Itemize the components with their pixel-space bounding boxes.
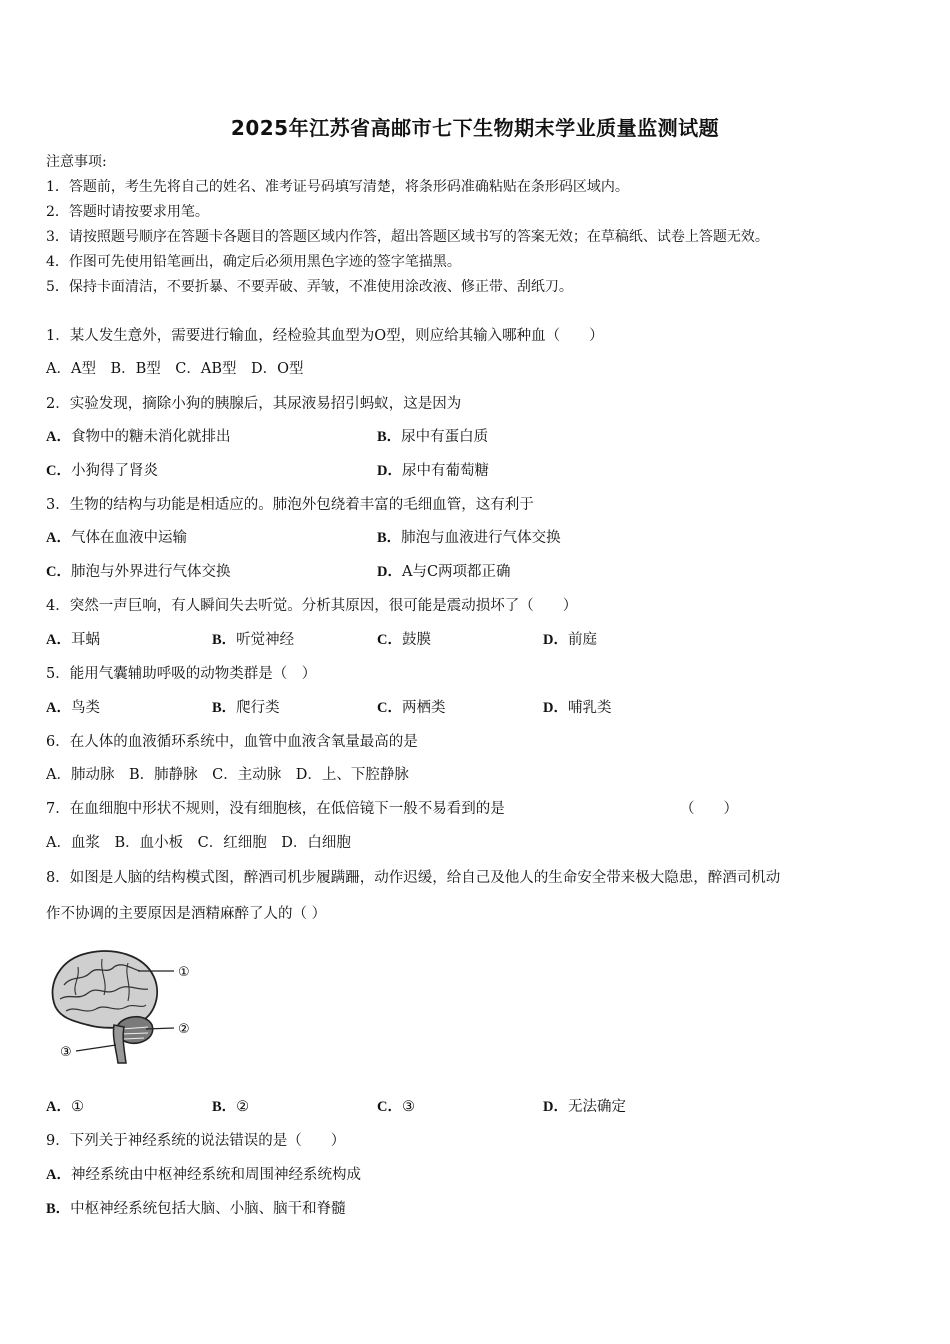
- option-label: D．: [377, 564, 402, 580]
- question-stem: 3．生物的结构与功能是相适应的。肺泡外包绕着丰富的毛细血管，这有利于: [46, 497, 534, 513]
- option-text: 尿中有葡萄糖: [401, 463, 489, 479]
- option-label: B．: [212, 1099, 237, 1115]
- option-text: 中枢神经系统包括大脑、小脑、脑干和脊髓: [70, 1201, 346, 1217]
- option-label: A．: [46, 1099, 71, 1115]
- question-options: A．血浆 B．血小板 C．红细胞 D．白细胞: [46, 835, 351, 851]
- option-label: A．: [46, 632, 71, 648]
- option-text: 耳蜗: [70, 632, 100, 648]
- option-c: [377, 1097, 415, 1117]
- option-label: A．: [46, 700, 71, 716]
- leader-line-3: [76, 1045, 116, 1051]
- option-label: C．: [377, 1099, 402, 1115]
- option-text: 神经系统由中枢神经系统和周围神经系统构成: [70, 1167, 361, 1183]
- option-text: 尿中有蛋白质: [401, 429, 489, 445]
- option-text: 食物中的糖未消化就排出: [70, 429, 231, 445]
- option-text: 气体在血液中运输: [70, 530, 187, 546]
- figure-label-2: ②: [178, 1022, 190, 1037]
- figure-label-3: ③: [60, 1045, 72, 1060]
- option-label: C．: [46, 463, 71, 479]
- option-c: [377, 630, 431, 650]
- option-text: 前庭: [567, 632, 597, 648]
- option-d: [377, 461, 489, 481]
- option-c: [377, 698, 445, 718]
- option-a: [46, 528, 187, 548]
- question-options: A．A型 B．B型 C．AB型 D．O型: [46, 361, 304, 377]
- option-label: D．: [377, 463, 402, 479]
- question-stem: 2．实验发现，摘除小狗的胰腺后，其尿液易招引蚂蚁，这是因为: [46, 396, 462, 412]
- page-title: 2025年江苏省高邮市七下生物期末学业质量监测试题: [230, 116, 720, 140]
- option-a: [46, 630, 100, 650]
- option-label: D．: [543, 632, 568, 648]
- option-a: [46, 1097, 84, 1117]
- option-label: B．: [377, 429, 402, 445]
- option-text: 鸟类: [70, 700, 100, 716]
- option-text: 听觉神经: [236, 632, 295, 648]
- option-d: [543, 630, 597, 650]
- option-a: [46, 698, 100, 718]
- option-text: A与C两项都正确: [401, 564, 511, 580]
- note-item: 1．答题前，考生先将自己的姓名、准考证号码填写清楚，将条形码准确粘贴在条形码区域内。: [46, 179, 629, 195]
- option-b: [212, 630, 294, 650]
- option-text: 爬行类: [236, 700, 280, 716]
- brain-diagram: [42, 945, 202, 1070]
- option-b: [377, 427, 488, 447]
- option-b: [377, 528, 561, 548]
- option-text: ③: [401, 1099, 415, 1115]
- option-label: A．: [46, 429, 71, 445]
- option-c: [46, 562, 230, 582]
- option-d: [543, 698, 611, 718]
- note-item: 2．答题时请按要求用笔。: [46, 204, 209, 220]
- option-b: [212, 1097, 249, 1117]
- figure-label-1: ①: [178, 965, 190, 980]
- option-text: ①: [70, 1099, 84, 1115]
- option-text: 小狗得了肾炎: [70, 463, 158, 479]
- option-d: [543, 1097, 626, 1117]
- option-text: 肺泡与血液进行气体交换: [401, 530, 561, 546]
- option-d: [377, 562, 511, 582]
- option-text: 鼓膜: [401, 632, 431, 648]
- option-text: 肺泡与外界进行气体交换: [70, 564, 231, 580]
- option-text: 两栖类: [401, 700, 446, 716]
- question-stem: 8．如图是人脑的结构模式图，醉酒司机步履蹒跚，动作迟缓，给自己及他人的生命安全带来极大隐患，醉酒司机动: [46, 870, 781, 886]
- note-item: 4．作图可先使用铅笔画出，确定后必须用黑色字迹的签字笔描黑。: [46, 254, 461, 270]
- question-stem: 4．突然一声巨响，有人瞬间失去听觉。分析其原因，很可能是震动损坏了（ ）: [46, 598, 578, 614]
- option-label: A．: [46, 530, 71, 546]
- option-a: [46, 1165, 361, 1185]
- answer-bracket: （ ）: [680, 801, 738, 817]
- option-b: [46, 1199, 346, 1219]
- note-item: 3．请按照题号顺序在答题卡各题目的答题区域内作答，超出答题区域书写的答案无效；在草稿纸、试卷上答题无效。: [46, 229, 769, 245]
- option-b: [212, 698, 280, 718]
- option-label: D．: [543, 700, 568, 716]
- option-label: C．: [46, 564, 71, 580]
- option-text: 哺乳类: [567, 700, 612, 716]
- option-label: B．: [212, 632, 237, 648]
- question-stem: 7．在血细胞中形状不规则，没有细胞核，在低倍镜下一般不易看到的是: [46, 801, 505, 817]
- question-stem: 1．某人发生意外，需要进行输血，经检验其血型为O型，则应给其输入哪种血（ ）: [46, 328, 604, 344]
- option-label: C．: [377, 632, 402, 648]
- question-stem: 6．在人体的血液循环系统中，血管中血液含氧量最高的是: [46, 734, 418, 750]
- option-label: A．: [46, 1167, 71, 1183]
- question-stem: 9．下列关于神经系统的说法错误的是（ ）: [46, 1133, 346, 1149]
- question-stem: 5．能用气囊辅助呼吸的动物类群是（ ）: [46, 666, 317, 682]
- option-label: B．: [46, 1201, 71, 1217]
- note-item: 5．保持卡面清洁，不要折暴、不要弄破、弄皱，不准使用涂改液、修正带、刮纸刀。: [46, 279, 573, 295]
- option-a: [46, 427, 230, 447]
- option-label: B．: [212, 700, 237, 716]
- option-label: C．: [377, 700, 402, 716]
- option-c: [46, 461, 158, 481]
- option-label: B．: [377, 530, 402, 546]
- notes-heading: 注意事项:: [46, 154, 107, 170]
- option-text: ②: [236, 1099, 250, 1115]
- question-options: A．肺动脉 B．肺静脉 C．主动脉 D．上、下腔静脉: [46, 767, 409, 783]
- option-label: D．: [543, 1099, 568, 1115]
- question-stem-continued: 作不协调的主要原因是酒精麻醉了人的（ ）: [46, 906, 327, 922]
- option-text: 无法确定: [567, 1099, 626, 1115]
